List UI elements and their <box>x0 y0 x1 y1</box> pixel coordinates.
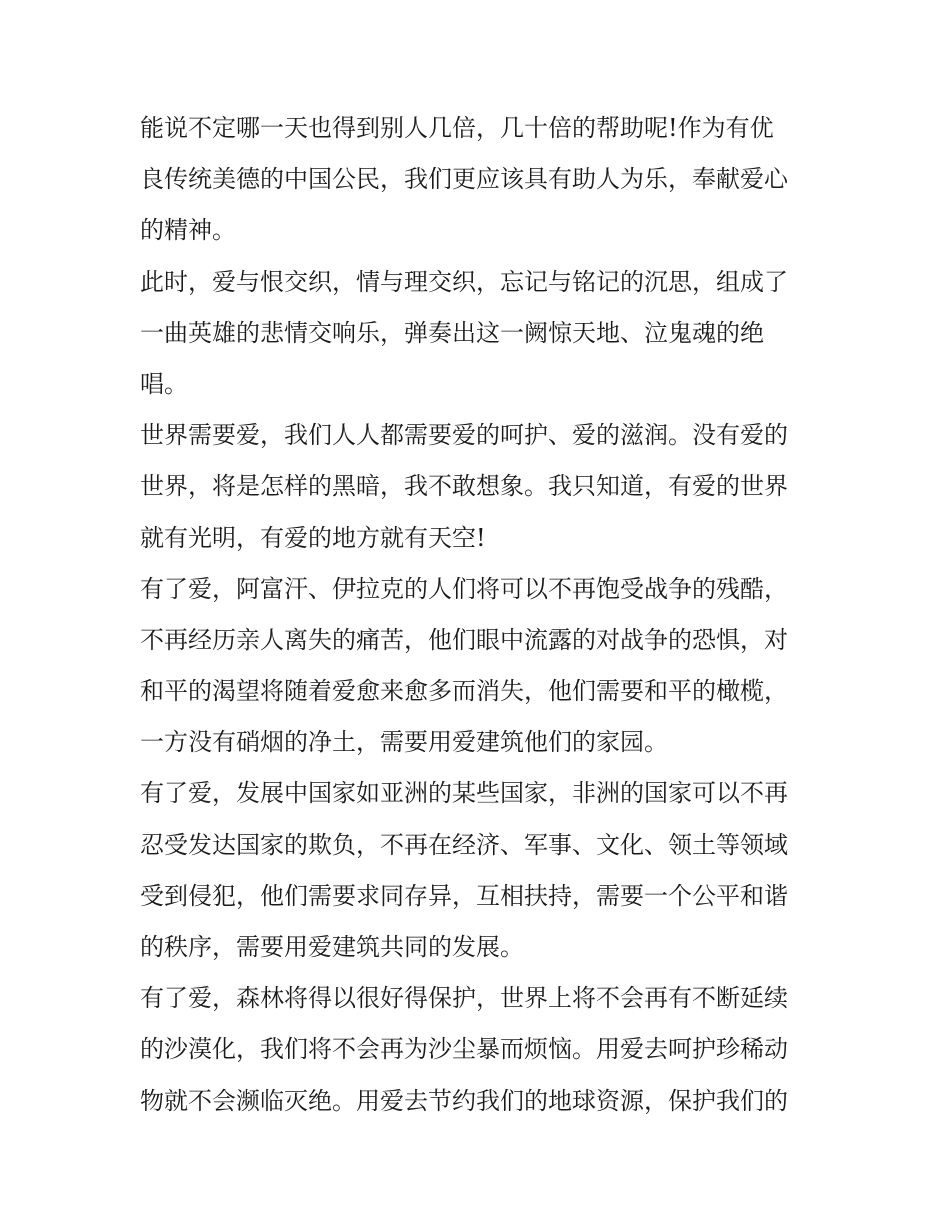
text-line: 能说不定哪一天也得到别人几倍，几十倍的帮助呢!作为有优 <box>140 114 774 142</box>
text-line: 的秩序，需要用爱建筑共同的发展。 <box>140 933 524 961</box>
text-line: 和平的渴望将随着爱愈来愈多而消失，他们需要和平的橄榄， <box>140 677 788 706</box>
text-line: 一方没有硝烟的净土，需要用爱建筑他们的家园。 <box>140 728 668 757</box>
text-line: 世界，将是怎样的黑暗，我不敢想象。我只知道，有爱的世界 <box>140 472 788 501</box>
text-line: 唱。 <box>140 369 188 398</box>
text-line: 此时，爱与恨交织，情与理交织，忘记与铭记的沉思，组成了 <box>140 267 788 296</box>
text-line: 世界需要爱，我们人人都需要爱的呵护、爱的滋润。没有爱的 <box>140 421 788 450</box>
text-line: 不再经历亲人离失的痛苦，他们眼中流露的对战争的恐惧，对 <box>140 625 788 654</box>
text-line: 物就不会濒临灭绝。用爱去节约我们的地球资源，保护我们的 <box>140 1086 788 1115</box>
text-line: 受到侵犯，他们需要求同存异，互相扶持，需要一个公平和谐 <box>140 881 788 910</box>
text-line: 的沙漠化，我们将不会再为沙尘暴而烦恼。用爱去呵护珍稀动 <box>140 1035 788 1064</box>
text-line: 一曲英雄的悲情交响乐，弹奏出这一阙惊天地、泣鬼魂的绝 <box>140 318 764 347</box>
text-line: 良传统美德的中国公民，我们更应该具有助人为乐，奉献爱心 <box>140 165 788 194</box>
body-text <box>140 103 820 1127</box>
text-line: 忍受发达国家的欺负，不再在经济、军事、文化、领土等领域 <box>140 830 788 859</box>
text-line: 就有光明，有爱的地方就有天空! <box>140 523 486 552</box>
text-line: 有了爱，发展中国家如亚洲的某些国家，非洲的国家可以不再 <box>140 779 788 808</box>
text-line: 的精神。 <box>140 216 236 245</box>
text-line: 有了爱，森林将得以很好得保护，世界上将不会再有不断延续 <box>140 984 788 1013</box>
text-line: 有了爱，阿富汗、伊拉克的人们将可以不再饱受战争的残酷， <box>140 574 788 603</box>
